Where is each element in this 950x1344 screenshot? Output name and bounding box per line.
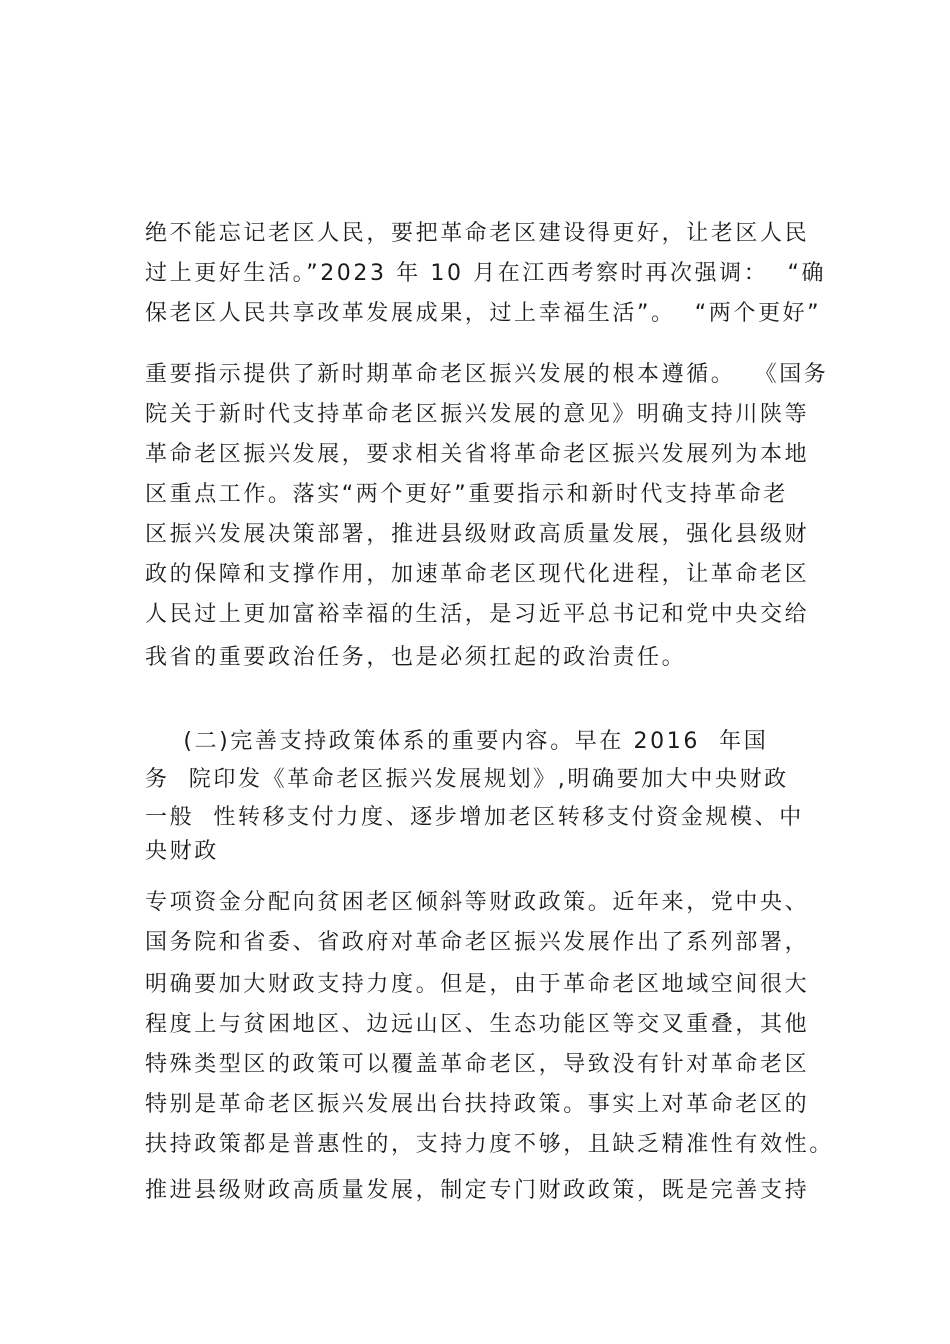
body-text-line: 特别是革命老区振兴发展出台扶持政策。事实上对革命老区的 [145,1092,810,1117]
body-text-line: 务 院印发《革命老区振兴发展规划》,明确要加大中央财政 [145,767,789,792]
body-text-line: 央财政 [145,839,219,864]
body-text-line: 国务院和省委、省政府对革命老区振兴发展作出了系列部署， [145,930,810,955]
body-text-line: 推进县级财政高质量发展，制定专门财政政策，既是完善支持 [145,1178,810,1203]
body-text-line: 专项资金分配向贫困老区倾斜等财政政策。近年来，党中央、 [145,890,810,915]
body-text-line: 区振兴发展决策部署，推进县级财政高质量发展，强化县级财 [145,522,810,547]
body-text-line: 保老区人民共享改革发展成果，过上幸福生活”。 “两个更好” [145,301,822,326]
body-text-line: 程度上与贫困地区、边远山区、生态功能区等交叉重叠，其他 [145,1012,810,1037]
body-text-line: 政的保障和支撑作用，加速革命老区现代化进程，让革命老区 [145,562,810,587]
body-text-line: 扶持政策都是普惠性的，支持力度不够，且缺乏精准性有效性。 [145,1132,834,1157]
body-text-line: 重要指示提供了新时期革命老区振兴发展的根本遵循。 《国务 [145,362,829,387]
body-text-line: 我省的重要政治任务，也是必须扛起的政治责任。 [145,645,687,670]
body-text-line: 一般 性转移支付力度、逐步增加老区转移支付资金规模、中 [145,805,804,830]
body-text-line: 明确要加大财政支持力度。但是，由于革命老区地域空间很大 [145,972,810,997]
body-text-line: 特殊类型区的政策可以覆盖革命老区，导致没有针对革命老区 [145,1052,810,1077]
body-text-line: 院关于新时代支持革命老区振兴发展的意见》明确支持川陕等 [145,402,810,427]
section-heading-line: (二)完善支持政策体系的重要内容。早在 2016 年国 [145,729,769,754]
body-text-line: 革命老区振兴发展，要求相关省将革命老区振兴发展列为本地 [145,442,810,467]
body-text-line: 绝不能忘记老区人民，要把革命老区建设得更好，让老区人民 [145,221,810,246]
body-text-line: 区重点工作。落实“两个更好”重要指示和新时代支持革命老 [145,482,788,507]
body-text-line: 过上更好生活。”2023 年 10 月在江西考察时再次强调： “确 [145,261,827,286]
body-text-line: 人民过上更加富裕幸福的生活，是习近平总书记和党中央交给 [145,602,810,627]
